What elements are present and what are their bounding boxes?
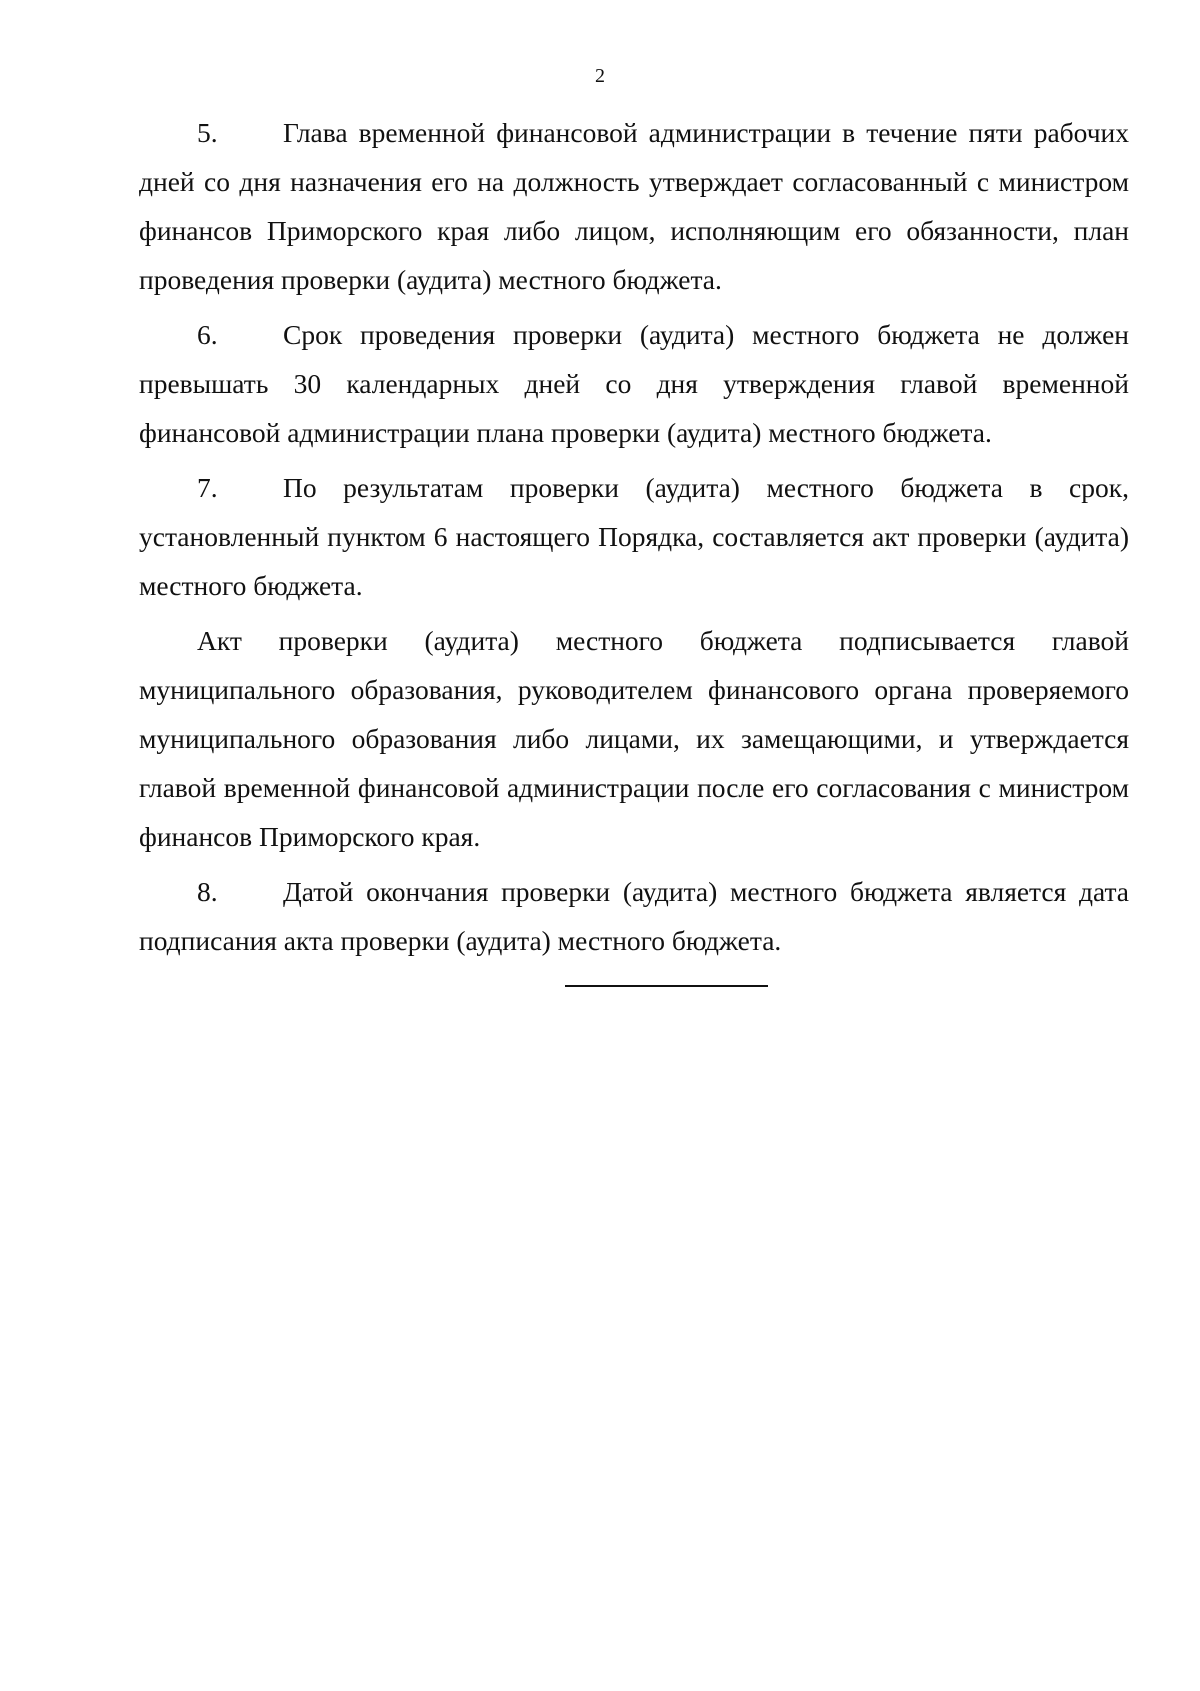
paragraph-7-continuation <box>139 616 1129 861</box>
paragraph-number: 6. <box>197 319 218 350</box>
paragraph-text: Акт проверки (аудита) местного бюджета подписывается главой муниципального образования, руководителем финансового органа проверяемого муниципального образования либо лицами, их замещающими, и утверждается главой временной финансовой администрации после его согласования с министром финансов Приморского края. <box>139 625 1129 852</box>
end-of-document-rule <box>565 985 768 987</box>
paragraph-number: 8. <box>197 876 218 907</box>
paragraph-text: По результатам проверки (аудита) местного бюджета в срок, установленный пунктом 6 настоящего Порядка, составляется акт проверки (аудита) местного бюджета. <box>139 472 1129 601</box>
paragraph-text: Датой окончания проверки (аудита) местного бюджета является дата подписания акта проверки (аудита) местного бюджета. <box>139 876 1129 956</box>
paragraph-text: Срок проведения проверки (аудита) местного бюджета не должен превышать 30 календарных дней со дня утверждения главой временной финансовой администрации плана проверки (аудита) местного бюджета. <box>139 319 1129 448</box>
paragraph-text: Глава временной финансовой администрации в течение пяти рабочих дней со дня назначения его на должность утверждает согласованный с министром финансов Приморского края либо лицом, исполняющим его обязанности, план проведения проверки (аудита) местного бюджета. <box>139 117 1129 295</box>
paragraph-8 <box>139 867 1129 965</box>
paragraph-number: 7. <box>197 472 218 503</box>
page-number: 2 <box>595 65 605 87</box>
paragraph-6 <box>139 310 1129 457</box>
paragraph-7 <box>139 463 1129 610</box>
paragraph-5 <box>139 108 1129 304</box>
paragraph-number: 5. <box>197 117 218 148</box>
document-body <box>139 108 1129 965</box>
